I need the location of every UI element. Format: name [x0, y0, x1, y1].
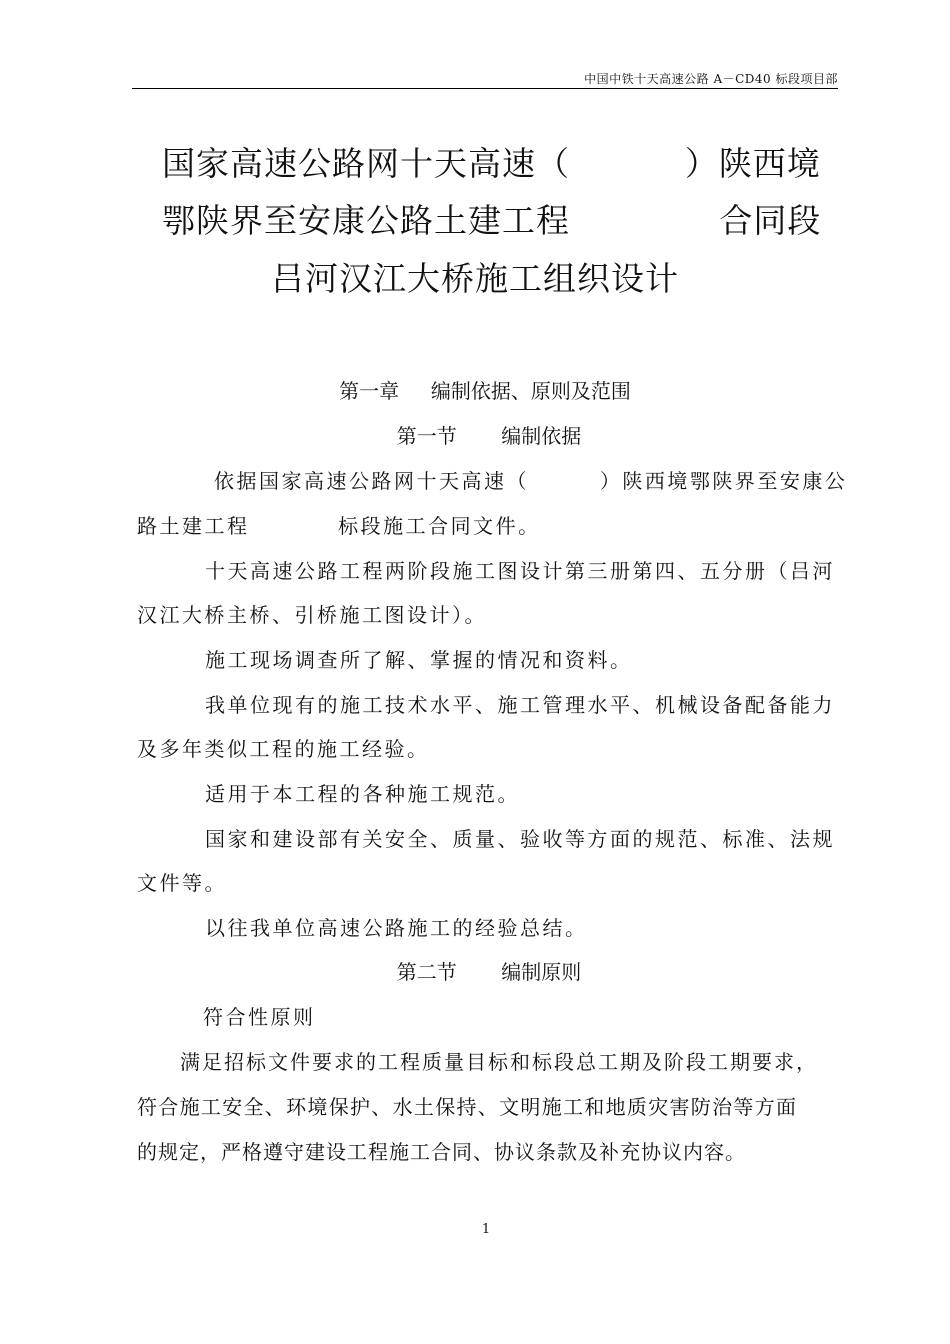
paragraph-line: 十天高速公路工程两阶段施工图设计第三册第四、五分册（吕河: [205, 559, 835, 583]
subheading: 符合性原则: [203, 1005, 316, 1029]
paragraph-line: 满足招标文件要求的工程质量目标和标段总工期及阶段工期要求，: [180, 1050, 818, 1074]
paragraph-line: 适用于本工程的各种施工规范。: [205, 782, 520, 806]
paragraph-line: 的规定，严格遵守建设工程施工合同、协议条款及补充协议内容。: [137, 1140, 746, 1164]
section-1-heading: 第一节 编制依据: [396, 424, 582, 448]
title-line-2: 鄂陕界至安康公路土建工程 合同段: [162, 201, 822, 240]
title-line-3: 吕河汉江大桥施工组织设计: [271, 259, 679, 298]
section-2-heading: 第二节 编制原则: [396, 960, 582, 984]
header-divider: [132, 88, 838, 89]
title-line-1: 国家高速公路网十天高速（ ）陕西境: [162, 144, 821, 183]
paragraph-line: 我单位现有的施工技术水平、施工管理水平、机械设备配备能力: [205, 693, 835, 717]
paragraph-line: 及多年类似工程的施工经验。: [137, 737, 430, 761]
paragraph-line: 以往我单位高速公路施工的经验总结。: [205, 916, 588, 940]
paragraph-line: 依据国家高速公路网十天高速（ ）陕西境鄂陕界至安康公: [214, 469, 848, 493]
paragraph-line: 汉江大桥主桥、引桥施工图设计）。: [137, 603, 487, 627]
paragraph-line: 符合施工安全、环境保护、水土保持、文明施工和地质灾害防治等方面: [137, 1095, 798, 1119]
page-number: 1: [481, 1222, 491, 1237]
paragraph-line: 路土建工程 标段施工合同文件。: [137, 514, 541, 538]
chapter-heading: 第一章 编制依据、原则及范围: [339, 379, 631, 403]
paragraph-line: 文件等。: [137, 871, 227, 895]
paragraph-line: 施工现场调查所了解、掌握的情况和资料。: [205, 648, 633, 672]
paragraph-line: 国家和建设部有关安全、质量、验收等方面的规范、标准、法规: [205, 827, 835, 851]
running-header-text: 中国中铁十天高速公路 A－CD40 标段项目部: [584, 72, 838, 86]
